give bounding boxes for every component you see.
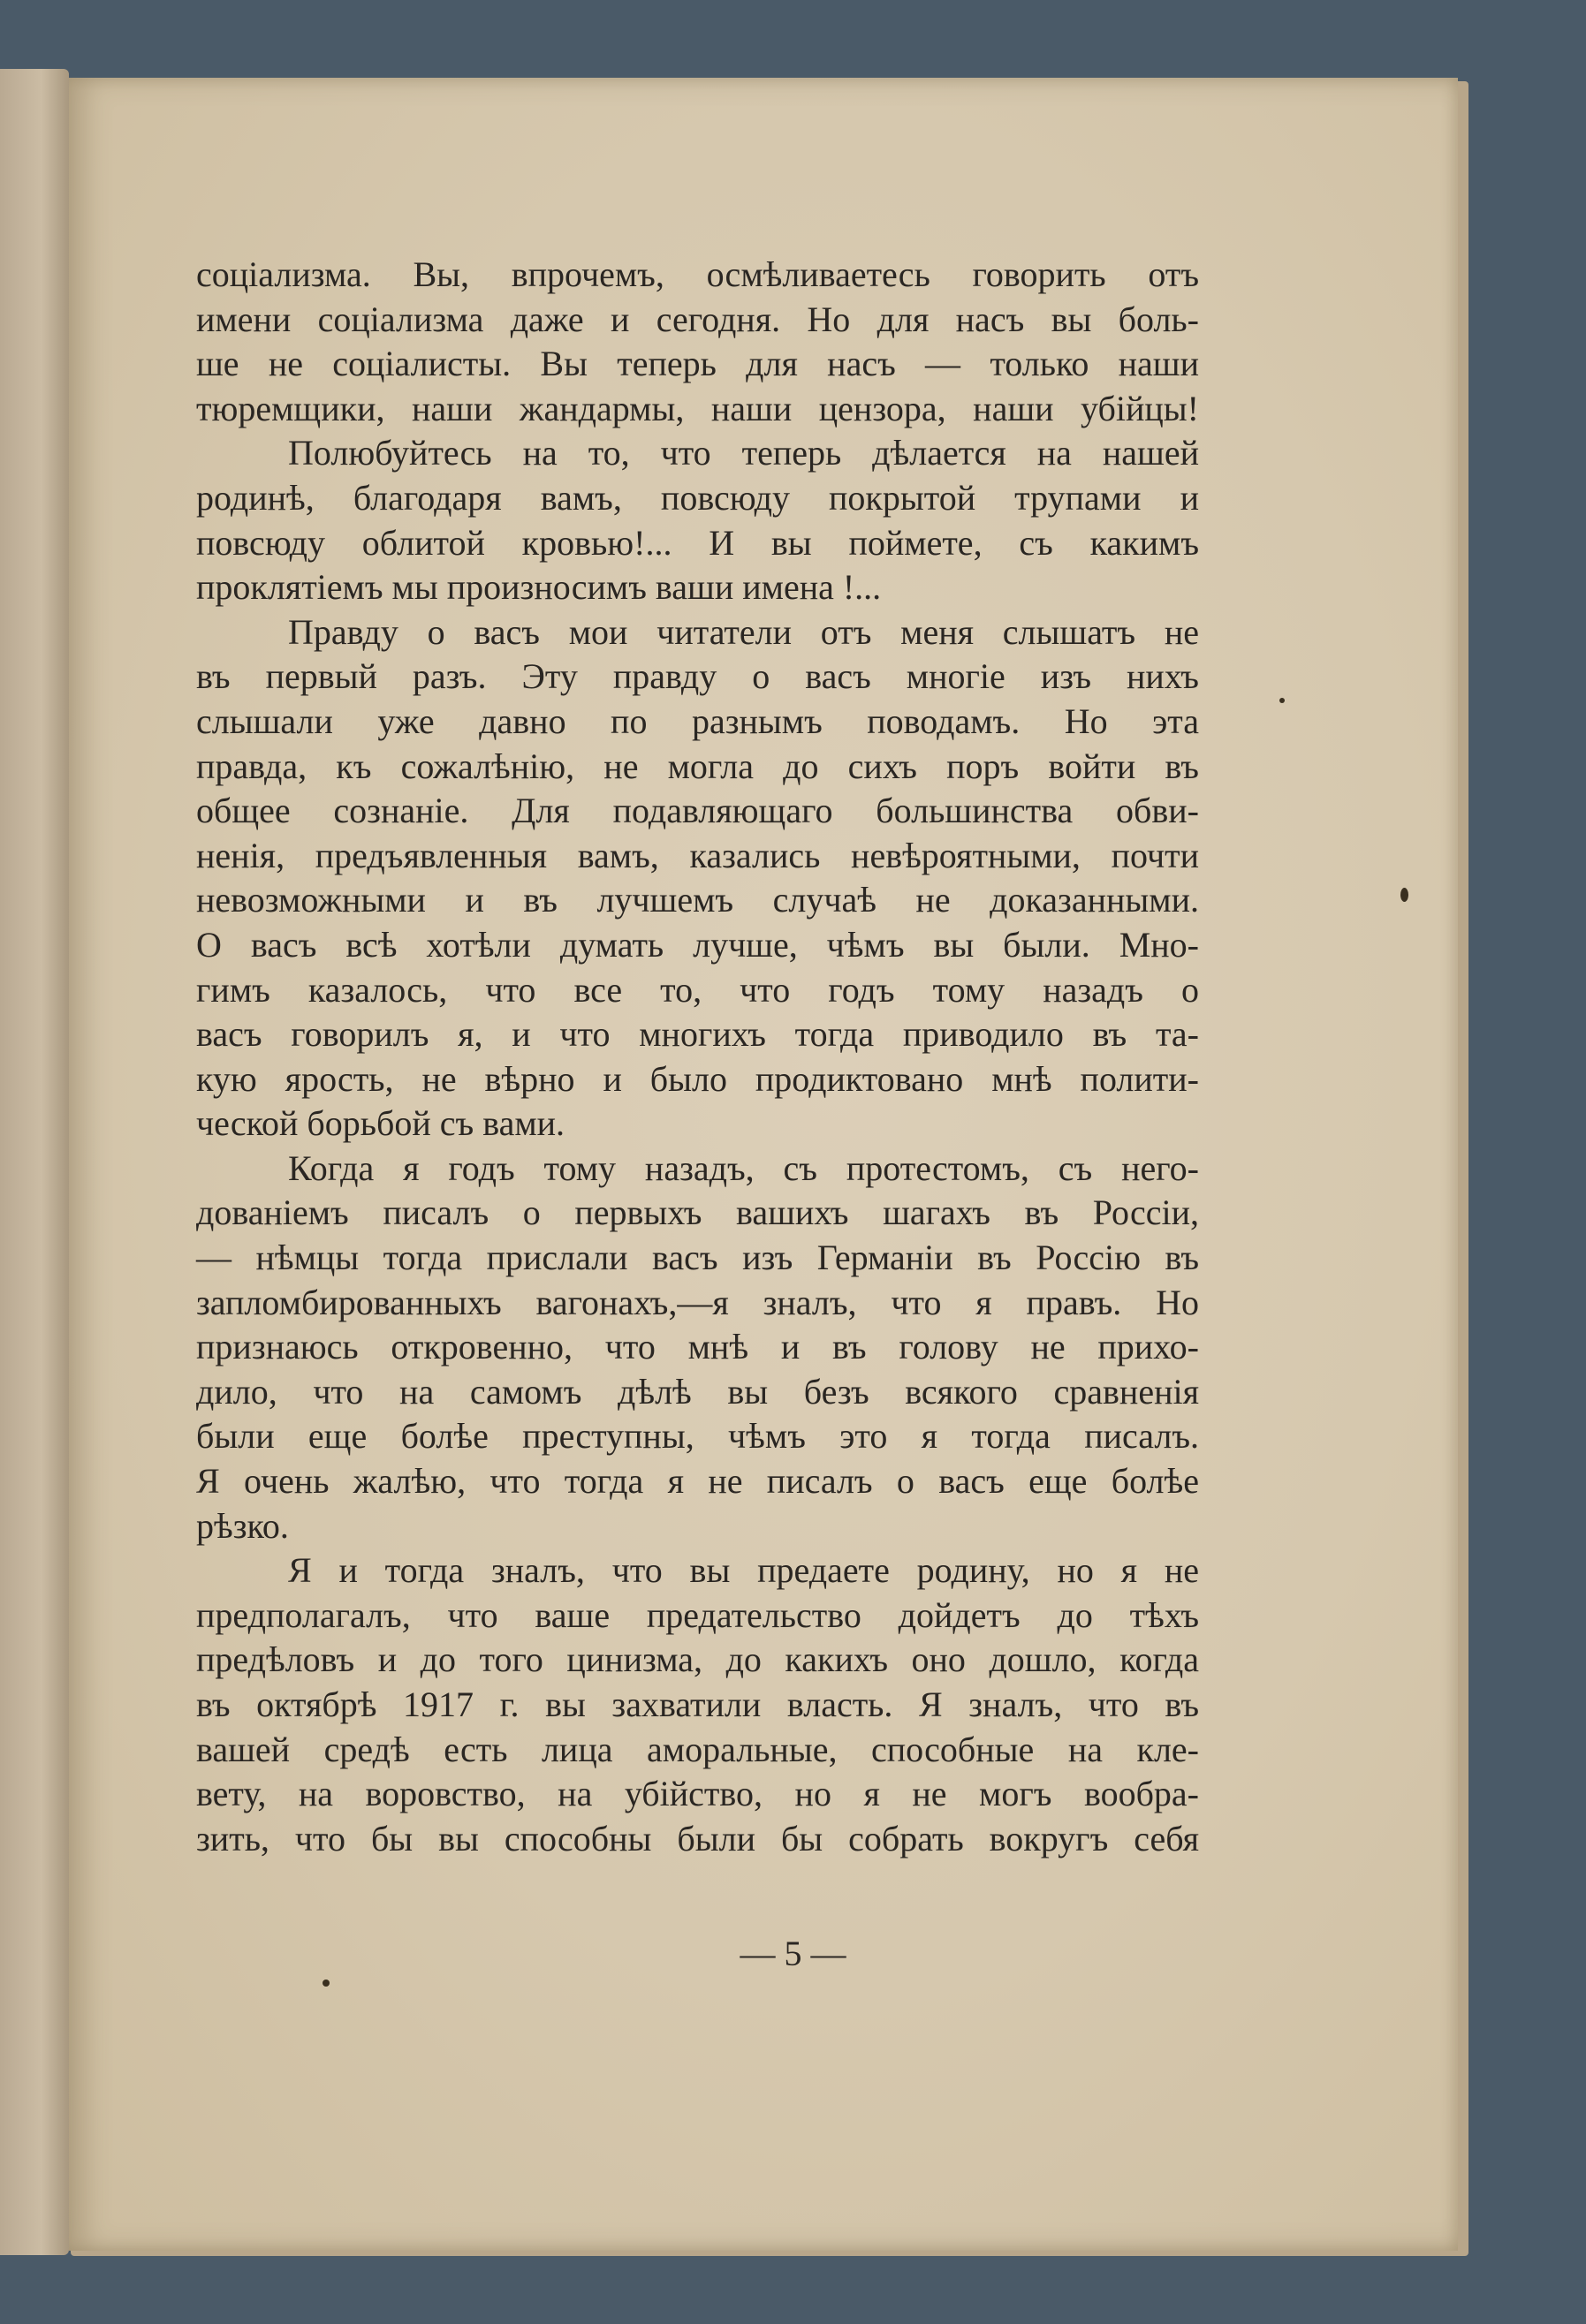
text-line: имени соціализма даже и сегодня. Но для насъ вы боль- <box>196 299 1199 339</box>
text-line: О васъ всѣ хотѣли думать лучше, чѣмъ вы были. Мно- <box>196 924 1199 965</box>
text-line: Правду о васъ мои читатели отъ меня слышатъ не <box>288 611 1199 652</box>
text-line: Когда я годъ тому назадъ, съ протестомъ, съ него- <box>288 1147 1199 1188</box>
ink-speck <box>1279 698 1285 703</box>
text-line: правда, къ сожалѣнію, не могла до сихъ поръ войти въ <box>196 746 1199 786</box>
ink-speck <box>323 1980 330 1987</box>
text-line: въ первый разъ. Эту правду о васъ многіе изъ нихъ <box>196 656 1199 697</box>
text-line: ненія, предъявленныя вамъ, казались невѣроятными, почти <box>196 835 1199 875</box>
text-line: вашей средѣ есть лица аморальные, способные на кле- <box>196 1729 1199 1769</box>
text-line: рѣзко. <box>196 1505 289 1546</box>
text-line: признаюсь откровенно, что мнѣ и въ голову не прихо- <box>196 1327 1199 1367</box>
text-line: тюремщики, наши жандармы, наши цензора, наши убійцы! <box>196 388 1199 428</box>
text-line: соціализма. Вы, впрочемъ, осмѣливаетесь говорить отъ <box>196 254 1199 294</box>
text-line: васъ говорилъ я, и что многихъ тогда приводило въ та- <box>196 1014 1199 1055</box>
text-line: Я очень жалѣю, что тогда я не писалъ о васъ еще болѣе <box>196 1461 1199 1502</box>
body-text <box>196 253 1199 1861</box>
text-line: — нѣмцы тогда прислали васъ изъ Германіи въ Россію въ <box>196 1238 1199 1278</box>
text-line: невозможными и въ лучшемъ случаѣ не доказанными. <box>196 880 1199 920</box>
text-line: Я и тогда зналъ, что вы предаете родину, но я не <box>288 1550 1199 1591</box>
text-line: были еще болѣе преступны, чѣмъ это я тогда писалъ. <box>196 1416 1199 1457</box>
text-line: дованіемъ писалъ о первыхъ вашихъ шагахъ въ Россіи, <box>196 1192 1199 1233</box>
text-line: запломбированныхъ вагонахъ,—я зналъ, что я правъ. Но <box>196 1282 1199 1322</box>
text-line: Полюбуйтесь на то, что теперь дѣлается на нашей <box>288 433 1199 473</box>
text-line: гимъ казалось, что все то, что годъ тому назадъ о <box>196 969 1199 1010</box>
text-line: предѣловъ и до того цинизма, до какихъ оно дошло, когда <box>196 1639 1199 1680</box>
text-line: общее сознаніе. Для подавляющаго большинства обви- <box>196 791 1199 831</box>
text-line: повсюду облитой кровью!... И вы поймете, съ какимъ <box>196 522 1199 563</box>
text-line: родинѣ, благодаря вамъ, повсюду покрытой трупами и <box>196 477 1199 518</box>
text-line: ческой борьбой съ вами. <box>196 1103 565 1144</box>
ink-speck <box>1400 888 1408 902</box>
text-line: зить, что бы вы способны были бы собрать вокругъ себя <box>196 1818 1199 1858</box>
text-line: въ октябрѣ 1917 г. вы захватили власть. Я зналъ, что въ <box>196 1684 1199 1724</box>
text-line: ше не соціалисты. Вы теперь для насъ — только наши <box>196 344 1199 384</box>
facing-page-edge <box>0 69 69 2255</box>
text-line: проклятіемъ мы произносимъ ваши имена !... <box>196 567 882 608</box>
page-number: — 5 — <box>740 1934 846 1973</box>
text-line: предполагалъ, что ваше предательство дойдетъ до тѣхъ <box>196 1594 1199 1635</box>
text-line: вету, на воровство, на убійство, но я не могъ вообра- <box>196 1774 1199 1814</box>
text-line: кую ярость, не вѣрно и было продиктовано мнѣ полити- <box>196 1058 1199 1099</box>
text-line: слышали уже давно по разнымъ поводамъ. Но эта <box>196 700 1199 741</box>
text-line: дило, что на самомъ дѣлѣ вы безъ всякого сравненія <box>196 1371 1199 1412</box>
